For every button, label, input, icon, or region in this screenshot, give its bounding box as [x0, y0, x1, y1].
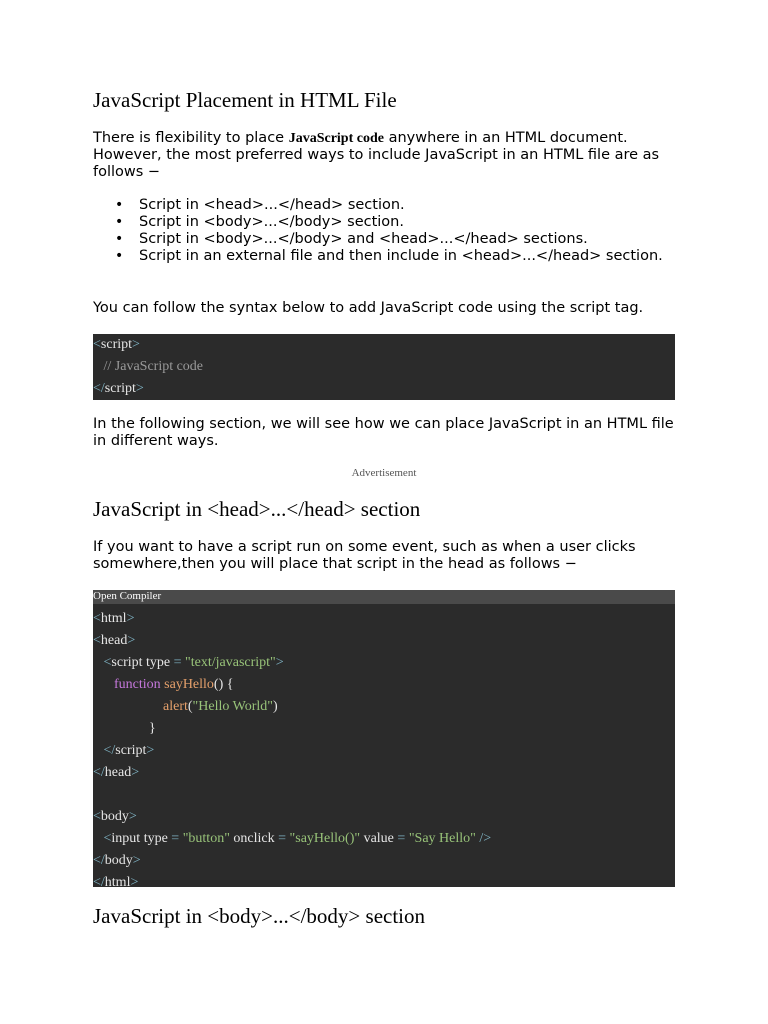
- code-line: [93, 784, 675, 806]
- intro-bold-text: JavaScript code: [288, 131, 384, 146]
- code-line: </script>: [103, 743, 155, 758]
- intro-text-start: There is flexibility to place: [93, 130, 289, 146]
- code-line: function sayHello() {: [114, 677, 234, 692]
- code-line: </html>: [93, 875, 139, 890]
- syntax-code-block: [93, 334, 675, 400]
- code-line: </head>: [93, 765, 140, 780]
- code-comment: // JavaScript code: [103, 359, 204, 374]
- code-line: <html>: [93, 611, 135, 626]
- intro-text-end: anywhere in an HTML document. However, the most preferred ways to include JavaScript in an HTML file are as follows −: [93, 130, 660, 180]
- intro-paragraph: [93, 130, 675, 181]
- code-line: <script>: [93, 337, 140, 352]
- head-example-code-block: [93, 590, 675, 890]
- head-description-paragraph: If you want to have a script run on some event, such as when a user clicks somewhere,then you will place that script in the head as follows −: [93, 539, 636, 572]
- code-line: [93, 356, 675, 378]
- code-line: }: [149, 721, 156, 736]
- open-compiler-button[interactable]: Open Compiler: [93, 590, 675, 604]
- syntax-paragraph: You can follow the syntax below to add JavaScript code using the script tag.: [93, 300, 644, 316]
- list-item: • Script in <body>...</body> and <head>...</head> sections.: [139, 231, 675, 248]
- section-title-body: JavaScript in <body>...</body> section: [93, 904, 426, 928]
- advertisement-label: Advertisement: [351, 467, 417, 479]
- code-line: <head>: [93, 633, 136, 648]
- following-paragraph: In the following section, we will see how we can place JavaScript in an HTML file in different ways.: [93, 416, 674, 449]
- list-item: • Script in <body>...</body> section.: [139, 214, 675, 231]
- list-item: • Script in <head>...</head> section.: [139, 197, 675, 214]
- section-title-placement: JavaScript Placement in HTML File: [93, 88, 397, 112]
- code-line: </body>: [93, 853, 141, 868]
- placement-list: [93, 197, 675, 265]
- section-title-head: JavaScript in <head>...</head> section: [93, 497, 421, 521]
- code-line: <script type = "text/javascript">: [103, 655, 284, 670]
- code-line: </script>: [93, 381, 144, 396]
- code-line: <input type = "button" onclick = "sayHello()" value = "Say Hello" />: [103, 831, 492, 846]
- code-line: alert("Hello World"): [163, 699, 278, 714]
- list-item: • Script in an external file and then include in <head>...</head> section.: [139, 248, 675, 265]
- code-line: <body>: [93, 809, 137, 824]
